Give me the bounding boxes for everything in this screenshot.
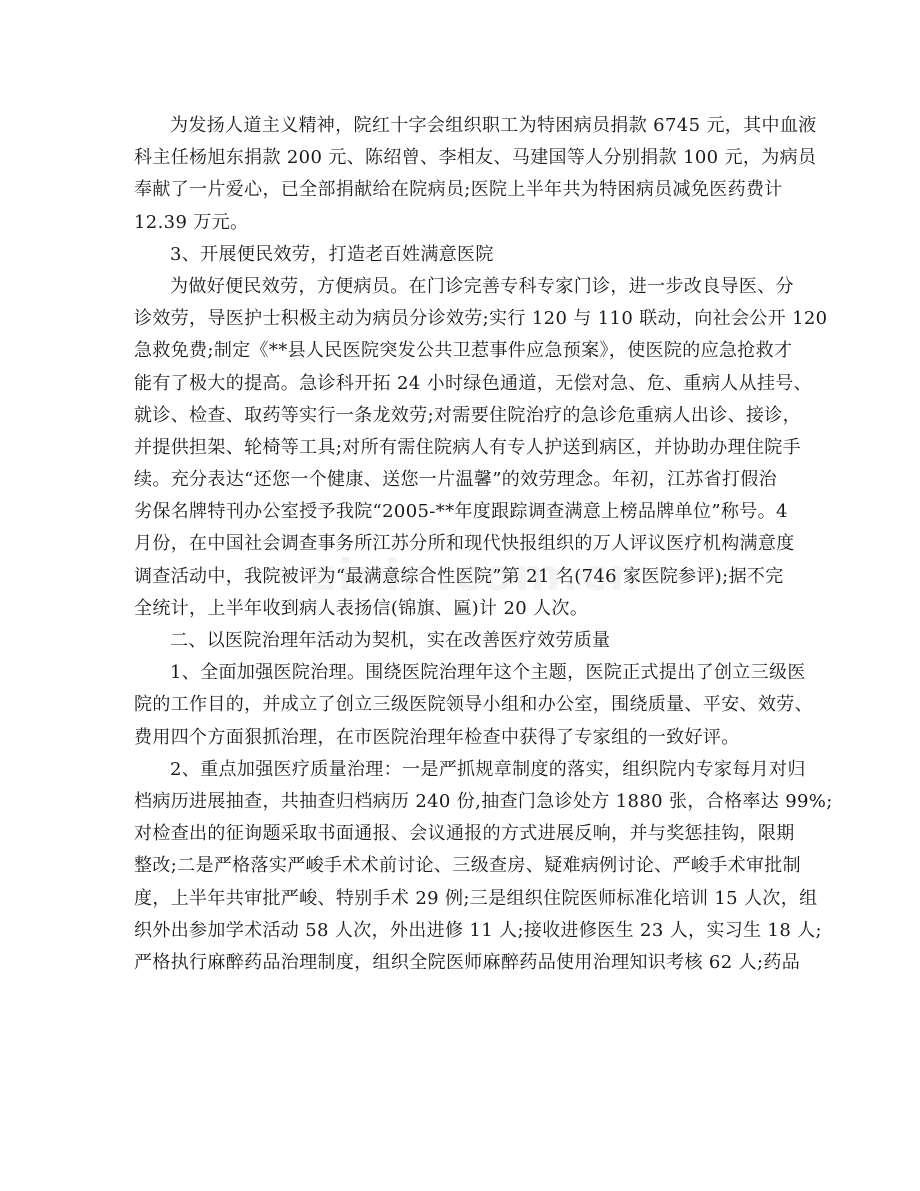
text-line: 急救免费;制定《**县人民医院突发公共卫惹事件应急预案》，使医院的应急抢救才 xyxy=(134,340,793,362)
text-line: 为做好便民效劳，方便病员。在门诊完善专科专家门诊，进一步改良导医、分 xyxy=(170,275,794,297)
text-line: 就诊、检查、取药等实行一条龙效劳;对需要住院治疗的急诊危重病人出诊、接诊， xyxy=(134,404,802,426)
text-line: 费用四个方面狠抓治理，在市医院治理年检查中获得了专家组的一致好评。 xyxy=(134,726,740,748)
text-line: 调查活动中，我院被评为“最满意综合性医院”第 21 名(746 家医院参评);据不完 xyxy=(134,565,784,587)
text-line: 院的工作目的，并成立了创立三级医院领导小组和办公室，围绕质量、平安、效劳、 xyxy=(134,694,813,716)
text-line: 奉献了一片爱心，已全部捐献给在院病员;医院上半年共为特困病员减免医药费计 xyxy=(134,179,783,201)
text-line: 织外出参加学术活动 58 人次，外出进修 11 人;接收进修医生 23 人，实习生 18 人; xyxy=(134,919,822,941)
text-line: 为发扬人道主义精神，院红十字会组织职工为特困病员捐款 6745 元，其中血液 xyxy=(170,115,817,136)
text-line: 并提供担架、轮椅等工具;对所有需住院病人有专人护送到病区，并协助办理住院手 xyxy=(134,436,802,458)
text-line: 严格执行麻醉药品治理制度，组织全院医师麻醉药品使用治理知识考核 62 人;药品 xyxy=(134,951,801,973)
text-line: 月份，在中国社会调查事务所江苏分所和现代快报组织的万人评议医疗机构满意度 xyxy=(134,533,795,555)
text-line: 2、重点加强医疗质量治理：一是严抓规章制度的落实，组织院内专家每月对归 xyxy=(170,758,806,780)
text-line: 科主任杨旭东捐款 200 元、陈绍曾、李相友、马建国等人分别捐款 100 元，为病员 xyxy=(134,147,817,169)
text-line: 劣保名牌特刊办公室授予我院“2005-**年度跟踪调查满意上榜品牌单位”称号。4 xyxy=(134,501,788,523)
text-line: 12.39 万元。 xyxy=(134,211,249,233)
section-heading-management-year xyxy=(134,625,784,657)
text-line: 1、全面加强医院治理。围绕医院治理年这个主题，医院正式提出了创立三级医 xyxy=(170,662,806,684)
heading-line: 二、以医院治理年活动为契机，实在改善医疗效劳质量 xyxy=(170,630,611,651)
paragraph-quality-management xyxy=(134,754,833,979)
paragraph-donation xyxy=(134,110,817,239)
text-line: 诊效劳，导医护士积极主动为病员分诊效劳;实行 120 与 110 联动，向社会公开 120 xyxy=(134,308,828,330)
text-line: 度，上半年共审批严峻、特别手术 29 例;三是组织住院医师标准化培训 15 人次，组 xyxy=(134,887,818,909)
text-line: 整改;二是严格落实严峻手术术前讨论、三级查房、疑难病例讨论、严峻手术审批制 xyxy=(134,855,802,877)
document-body xyxy=(134,110,833,979)
heading-line: 3、开展便民效劳，打造老百姓满意医院 xyxy=(170,243,494,265)
section-heading-convenience xyxy=(134,239,784,271)
text-line: 档病历进展抽查，共抽查归档病历 240 份,抽查门急诊处方 1880 张，合格率达 99%; xyxy=(134,790,833,812)
text-line: 全统计，上半年收到病人表扬信(锦旗、匾)计 20 人次。 xyxy=(134,597,589,619)
text-line: 续。充分表达“还您一个健康、送您一片温馨”的效劳理念。年初，江苏省打假治 xyxy=(134,469,778,491)
text-line: 对检查出的征询题采取书面通报、会议通报的方式进展反响，并与奖惩挂钩，限期 xyxy=(134,823,795,845)
paragraph-convenience-service xyxy=(134,271,828,625)
paragraph-hospital-management xyxy=(134,657,813,754)
text-line: 能有了极大的提高。急诊科开拓 24 小时绿色通道，无偿对急、危、重病人从挂号、 xyxy=(134,372,812,394)
